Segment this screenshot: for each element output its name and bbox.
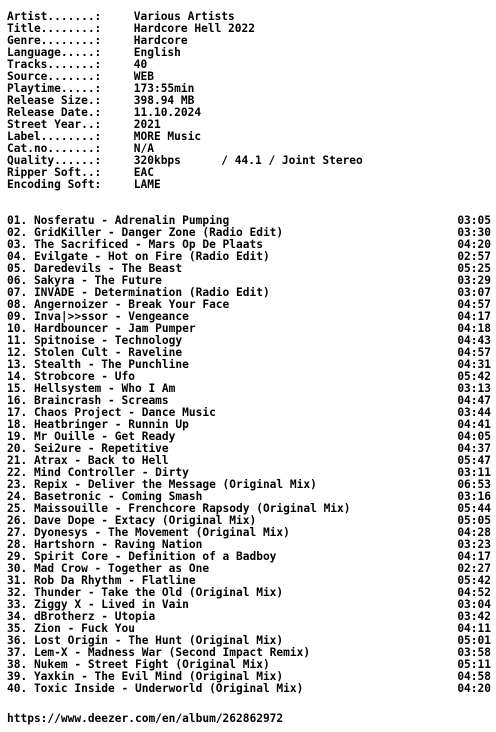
track-duration: 03:13 xyxy=(457,382,491,395)
track-title: 38. Nukem - Street Fight (Original Mix) xyxy=(7,659,270,671)
track-row xyxy=(7,299,491,311)
track-row xyxy=(7,251,491,263)
track-duration: 03:07 xyxy=(457,286,491,299)
metadata-line xyxy=(7,83,491,95)
track-duration: 06:53 xyxy=(457,478,491,491)
track-row xyxy=(7,275,491,287)
track-row xyxy=(7,383,491,395)
metadata-value: English xyxy=(133,47,181,59)
track-duration: 04:05 xyxy=(457,430,491,443)
track-title: 08. Angernoizer - Break Your Face xyxy=(7,299,230,311)
track-row xyxy=(7,287,491,299)
track-duration: 04:17 xyxy=(457,550,491,563)
metadata-value: 40 xyxy=(133,59,148,71)
track-row xyxy=(7,647,491,659)
track-title: 04. Evilgate - Hot on Fire (Radio Edit) xyxy=(7,251,270,263)
metadata-value: 173:55min xyxy=(133,83,195,95)
track-duration: 03:05 xyxy=(457,214,491,227)
track-title: 36. Lost Origin - The Hunt (Original Mix) xyxy=(7,635,284,647)
track-row xyxy=(7,239,491,251)
track-duration: 03:11 xyxy=(457,466,491,479)
release-info-text xyxy=(7,11,491,725)
track-title: 17. Chaos Project - Dance Music xyxy=(7,407,216,419)
track-duration: 04:41 xyxy=(457,418,491,431)
metadata-value: 11.10.2024 xyxy=(133,107,202,119)
track-duration: 03:30 xyxy=(457,226,491,239)
track-row xyxy=(7,515,491,527)
metadata-line xyxy=(7,179,491,191)
track-duration: 05:11 xyxy=(457,658,491,671)
track-row xyxy=(7,671,491,683)
track-duration: 03:04 xyxy=(457,598,491,611)
track-title: 16. Braincrash - Screams xyxy=(7,395,169,407)
metadata-key: Ripper Soft..: xyxy=(7,167,102,179)
track-title: 25. Maissouille - Frenchcore Rapsody (Original Mix) xyxy=(7,503,351,515)
track-row xyxy=(7,419,491,431)
track-row xyxy=(7,551,491,563)
track-duration: 04:47 xyxy=(457,394,491,407)
track-title: 14. Strobcore - Ufo xyxy=(7,371,135,383)
track-title: 12. Stolen Cult - Raveline xyxy=(7,347,183,359)
track-title: 19. Mr Ouille - Get Ready xyxy=(7,431,176,443)
track-row xyxy=(7,371,491,383)
metadata-value: 2021 xyxy=(133,119,161,131)
track-row xyxy=(7,491,491,503)
track-row xyxy=(7,395,491,407)
track-title: 22. Mind Controller - Dirty xyxy=(7,467,189,479)
metadata-key: Playtime.....: xyxy=(7,83,102,95)
track-duration: 04:20 xyxy=(457,238,491,251)
metadata-line xyxy=(7,167,491,179)
track-duration: 03:16 xyxy=(457,490,491,503)
track-row xyxy=(7,563,491,575)
blank-line xyxy=(7,203,491,215)
blank-line xyxy=(7,695,491,707)
track-duration: 04:52 xyxy=(457,586,491,599)
track-row xyxy=(7,467,491,479)
metadata-key: Quality......: xyxy=(7,155,102,167)
track-row xyxy=(7,431,491,443)
track-duration: 05:47 xyxy=(457,454,491,467)
track-row xyxy=(7,227,491,239)
track-duration: 04:31 xyxy=(457,358,491,371)
track-title: 20. Sei2ure - Repetitive xyxy=(7,443,169,455)
metadata-line xyxy=(7,47,491,59)
track-title: 07. INVADE - Determination (Radio Edit) xyxy=(7,287,270,299)
track-title: 23. Repix - Deliver the Message (Original Mix) xyxy=(7,479,317,491)
metadata-line xyxy=(7,143,491,155)
metadata-value: Hardcore Hell 2022 xyxy=(133,23,255,35)
track-title: 26. Dave Dope - Extacy (Original Mix) xyxy=(7,515,257,527)
track-duration: 04:57 xyxy=(457,298,491,311)
track-title: 11. Spitnoise - Technology xyxy=(7,335,183,347)
track-title: 13. Stealth - The Punchline xyxy=(7,359,189,371)
track-title: 05. Daredevils - The Beast xyxy=(7,263,183,275)
track-row xyxy=(7,311,491,323)
track-row xyxy=(7,527,491,539)
track-title: 15. Hellsystem - Who I Am xyxy=(7,383,176,395)
blank-line xyxy=(7,191,491,203)
track-duration: 05:42 xyxy=(457,574,491,587)
track-duration: 03:42 xyxy=(457,610,491,623)
metadata-line xyxy=(7,107,491,119)
metadata-block xyxy=(7,11,491,191)
track-title: 33. Ziggy X - Lived in Vain xyxy=(7,599,189,611)
track-title: 30. Mad Crow - Together as One xyxy=(7,563,210,575)
track-duration: 02:27 xyxy=(457,562,491,575)
track-duration: 03:44 xyxy=(457,406,491,419)
track-row xyxy=(7,539,491,551)
metadata-key: Language.....: xyxy=(7,47,102,59)
track-row xyxy=(7,683,491,695)
track-duration: 03:29 xyxy=(457,274,491,287)
track-row xyxy=(7,575,491,587)
track-title: 39. Yaxkin - The Evil Mind (Original Mix) xyxy=(7,671,284,683)
metadata-value: Various Artists xyxy=(133,11,235,23)
track-row xyxy=(7,623,491,635)
track-row xyxy=(7,659,491,671)
track-duration: 05:42 xyxy=(457,370,491,383)
metadata-key: Genre........: xyxy=(7,35,102,47)
track-row xyxy=(7,455,491,467)
metadata-value: MORE Music xyxy=(133,131,202,143)
track-title: 01. Nosferatu - Adrenalin Pumping xyxy=(7,215,230,227)
metadata-key: Tracks.......: xyxy=(7,59,102,71)
metadata-key: Street Year..: xyxy=(7,119,102,131)
track-row xyxy=(7,503,491,515)
metadata-value: 398.94 MB xyxy=(133,95,195,107)
track-duration: 05:01 xyxy=(457,634,491,647)
track-row xyxy=(7,635,491,647)
metadata-key: Encoding Soft: xyxy=(7,179,102,191)
track-title: 03. The Sacrificed - Mars Op De Plaats xyxy=(7,239,263,251)
metadata-value: 320kbps / 44.1 / Joint Stereo xyxy=(133,155,363,167)
track-row xyxy=(7,407,491,419)
track-title: 31. Rob Da Rhythm - Flatline xyxy=(7,575,196,587)
metadata-line xyxy=(7,119,491,131)
metadata-line xyxy=(7,155,491,167)
track-title: 24. Basetronic - Coming Smash xyxy=(7,491,203,503)
track-duration: 04:43 xyxy=(457,334,491,347)
track-row xyxy=(7,347,491,359)
metadata-line xyxy=(7,35,491,47)
track-row xyxy=(7,479,491,491)
album-url[interactable]: https://www.deezer.com/en/album/262862972 xyxy=(7,712,284,725)
track-row xyxy=(7,335,491,347)
track-title: 34. dBrotherz - Utopia xyxy=(7,611,156,623)
track-title: 32. Thunder - Take the Old (Original Mix) xyxy=(7,587,284,599)
track-duration: 04:58 xyxy=(457,670,491,683)
track-title: 02. GridKiller - Danger Zone (Radio Edit) xyxy=(7,227,284,239)
track-title: 28. Hartshorn - Raving Nation xyxy=(7,539,203,551)
track-duration: 04:20 xyxy=(457,682,491,695)
track-duration: 04:37 xyxy=(457,442,491,455)
track-row xyxy=(7,611,491,623)
track-row xyxy=(7,599,491,611)
metadata-key: Cat.no.......: xyxy=(7,143,102,155)
metadata-value: N/A xyxy=(133,143,154,155)
metadata-line xyxy=(7,11,491,23)
metadata-key: Source.......: xyxy=(7,71,102,83)
metadata-line xyxy=(7,131,491,143)
metadata-value: WEB xyxy=(133,71,154,83)
track-title: 40. Toxic Inside - Underworld (Original Mix) xyxy=(7,683,304,695)
track-title: 37. Lem-X - Madness War (Second Impact Remix) xyxy=(7,647,311,659)
track-title: 18. Heatbringer - Runnin Up xyxy=(7,419,189,431)
metadata-line xyxy=(7,23,491,35)
metadata-key: Label........: xyxy=(7,131,102,143)
track-row xyxy=(7,323,491,335)
metadata-value: Hardcore xyxy=(133,35,188,47)
track-row xyxy=(7,215,491,227)
track-title: 29. Spirit Core - Definition of a Badboy xyxy=(7,551,277,563)
metadata-key: Artist.......: xyxy=(7,11,102,23)
metadata-line xyxy=(7,71,491,83)
track-title: 06. Sakyra - The Future xyxy=(7,275,162,287)
metadata-key: Title........: xyxy=(7,23,102,35)
metadata-line xyxy=(7,95,491,107)
track-duration: 05:05 xyxy=(457,514,491,527)
track-duration: 03:23 xyxy=(457,538,491,551)
track-row xyxy=(7,587,491,599)
metadata-key: Release Date.: xyxy=(7,107,102,119)
tracklist xyxy=(7,215,491,695)
track-row xyxy=(7,443,491,455)
track-title: 09. Inva|>>ssor - Vengeance xyxy=(7,311,189,323)
metadata-key: Release Size.: xyxy=(7,95,102,107)
metadata-value: LAME xyxy=(133,179,161,191)
track-duration: 04:28 xyxy=(457,526,491,539)
track-title: 10. Hardbouncer - Jam Pumper xyxy=(7,323,196,335)
track-duration: 04:17 xyxy=(457,310,491,323)
track-title: 35. Zion - Fuck You xyxy=(7,623,135,635)
track-duration: 05:44 xyxy=(457,502,491,515)
track-title: 21. Atrax - Back to Hell xyxy=(7,455,169,467)
metadata-value: EAC xyxy=(133,167,154,179)
track-row xyxy=(7,359,491,371)
track-duration: 04:18 xyxy=(457,322,491,335)
track-duration: 05:25 xyxy=(457,262,491,275)
track-duration: 04:11 xyxy=(457,622,491,635)
track-title: 27. Dyonesys - The Movement (Original Mix) xyxy=(7,527,290,539)
track-duration: 02:57 xyxy=(457,250,491,263)
track-duration: 04:57 xyxy=(457,346,491,359)
metadata-line xyxy=(7,59,491,71)
track-duration: 03:58 xyxy=(457,646,491,659)
track-row xyxy=(7,263,491,275)
